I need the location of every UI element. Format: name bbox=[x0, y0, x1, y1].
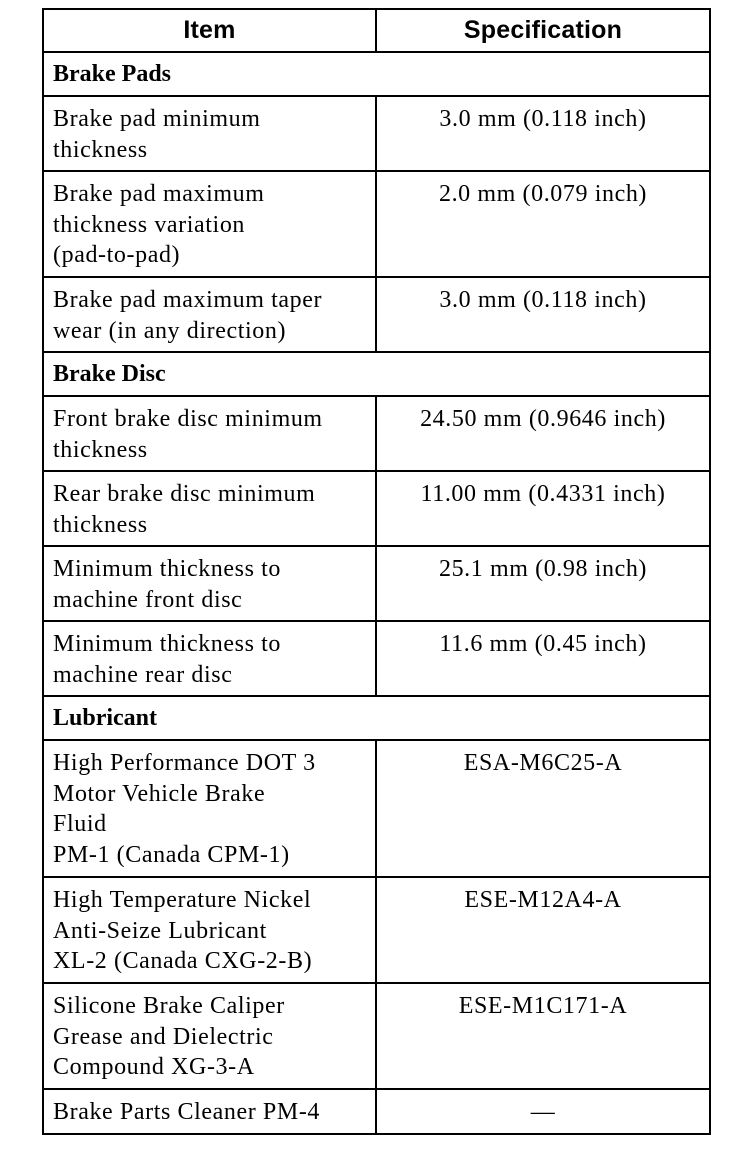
table-row bbox=[43, 621, 710, 696]
specification-cell: 25.1 mm (0.98 inch) bbox=[376, 546, 710, 621]
section-row bbox=[43, 696, 710, 740]
specification-cell: 3.0 mm (0.118 inch) bbox=[376, 277, 710, 352]
item-cell: Brake pad minimum thickness bbox=[43, 96, 376, 171]
specification-cell: 11.00 mm (0.4331 inch) bbox=[376, 471, 710, 546]
table-row bbox=[43, 877, 710, 983]
table-row bbox=[43, 171, 710, 277]
section-row bbox=[43, 52, 710, 96]
item-cell: Brake pad maximum taper wear (in any direction) bbox=[43, 277, 376, 352]
section-title: Brake Pads bbox=[43, 52, 710, 96]
specification-table bbox=[42, 8, 711, 1135]
item-cell: Minimum thickness to machine front disc bbox=[43, 546, 376, 621]
section-title: Lubricant bbox=[43, 696, 710, 740]
table-header bbox=[43, 9, 710, 52]
table-row bbox=[43, 740, 710, 877]
table-row bbox=[43, 1089, 710, 1134]
item-cell: Rear brake disc minimum thickness bbox=[43, 471, 376, 546]
specification-cell: — bbox=[376, 1089, 710, 1134]
specification-cell: 3.0 mm (0.118 inch) bbox=[376, 96, 710, 171]
specification-cell: ESE-M1C171-A bbox=[376, 983, 710, 1089]
item-cell: Brake Parts Cleaner PM-4 bbox=[43, 1089, 376, 1134]
item-cell: Front brake disc minimum thickness bbox=[43, 396, 376, 471]
table-row bbox=[43, 96, 710, 171]
item-cell: High Performance DOT 3 Motor Vehicle Brake Fluid PM-1 (Canada CPM-1) bbox=[43, 740, 376, 877]
item-cell: Brake pad maximum thickness variation (pad-to-pad) bbox=[43, 171, 376, 277]
item-cell: Silicone Brake Caliper Grease and Dielectric Compound XG-3-A bbox=[43, 983, 376, 1089]
item-cell: High Temperature Nickel Anti-Seize Lubricant XL-2 (Canada CXG-2-B) bbox=[43, 877, 376, 983]
specification-cell: 11.6 mm (0.45 inch) bbox=[376, 621, 710, 696]
section-title: Brake Disc bbox=[43, 352, 710, 396]
table-row bbox=[43, 471, 710, 546]
column-header-specification: Specification bbox=[376, 9, 710, 52]
specification-cell: 2.0 mm (0.079 inch) bbox=[376, 171, 710, 277]
item-cell: Minimum thickness to machine rear disc bbox=[43, 621, 376, 696]
specification-cell: ESE-M12A4-A bbox=[376, 877, 710, 983]
table-body bbox=[43, 52, 710, 1134]
table-row bbox=[43, 983, 710, 1089]
specification-cell: ESA-M6C25-A bbox=[376, 740, 710, 877]
column-header-item: Item bbox=[43, 9, 376, 52]
table-row bbox=[43, 546, 710, 621]
header-row bbox=[43, 9, 710, 52]
specification-cell: 24.50 mm (0.9646 inch) bbox=[376, 396, 710, 471]
table-row bbox=[43, 396, 710, 471]
table-row bbox=[43, 277, 710, 352]
section-row bbox=[43, 352, 710, 396]
